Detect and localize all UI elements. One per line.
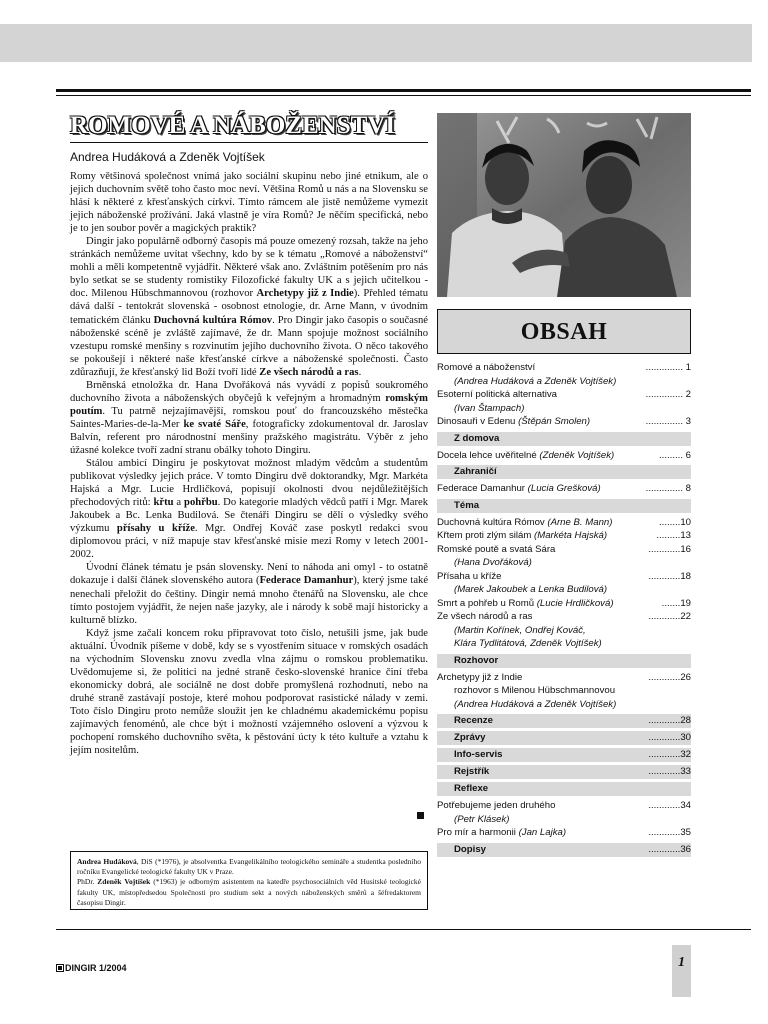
toc-entry-text (437, 482, 641, 496)
article-text: Brněnská etnoložka dr. Hana Dvořáková nás vyvádí z popisů soukromého duchovního života a náboženských obyčejů k veřejným a hromadným (70, 379, 428, 404)
toc-page-number: ......... 6 (659, 449, 691, 461)
toc-section-entry[interactable] (437, 748, 691, 762)
footer-brand-text: DINGIR 1/2004 (65, 963, 127, 973)
bio-text: (*1963) je odborným asistentem na katedře psychosociálních věd Husitské teologické fakulty UK, místopředsedou Společnosti pro studium sekt a nových náboženských směrů a šéfredaktorem časopisu Dingir. (77, 877, 422, 907)
toc-entry-text (437, 799, 641, 813)
bio-paragraph (77, 857, 421, 877)
toc-entry[interactable] (437, 529, 691, 543)
toc-page-number: .........13 (656, 530, 691, 541)
toc-section-title: Info-servis (454, 749, 503, 760)
table-of-contents (437, 361, 691, 860)
toc-entry-subline: (Petr Klásek) (454, 813, 510, 825)
toc-entry-author: (Zdeněk Vojtíšek) (539, 449, 615, 461)
bio-text: PhDr. (77, 877, 98, 887)
footer-brand (56, 963, 127, 973)
toc-section-title: Recenze (454, 715, 493, 726)
toc-entry-text (437, 449, 641, 463)
obsah-header (437, 309, 691, 354)
toc-entry-title: Dinosauři v Edenu (437, 416, 516, 427)
toc-section-entry[interactable] (437, 843, 691, 857)
toc-entry-title: Docela lehce uvěřitelné (437, 449, 537, 461)
article-bold-term: Archetypy již z Indie (256, 288, 354, 300)
toc-entry[interactable] (437, 482, 691, 496)
article-bold-term: Federace Damanhur (259, 575, 354, 587)
toc-entry[interactable] (437, 516, 691, 530)
page-number-tab (672, 945, 691, 997)
article-text: Když jsme začali koncem roku připravovat toto číslo, netušili jsme, jak bude aktuální. Úvodník píšeme v době, kdy se s vyostřením situace v romských osadách na východním Slovensku znovu zvedla vlna zájmu o romskou problematiku. Uvědomujeme si, že politici na jedné straně česko-slovenské hranice činí třeba ekonomicky dobrá, ale sociálně ne dost dobře promyšlená rozhodnutí, nebo na druhé straně zastávají postoje, které mohou podporovat rasistické nálady v zemi. Toto číslo Dingiru proto nemůže sloužit jen ke chladnému akademickému popisu zajímavých fenoménů, ale chce být i možností vzájemného oslovení a výzvou k pochopení romského duchovního světa, k pěstování úcty k této kultuře a vztahu k jejím nositelům. (70, 627, 428, 757)
toc-entry-author: (Jan Lajka) (518, 827, 567, 838)
bio-text: , DiS (*1976), je absolventka Evangelikálního teologického semináře a studentka posledního ročníku Evangelické teologické fakulty UK v Praze. (77, 857, 421, 877)
article-text: Úvodní článek tématu je psán slovensky. Není to náhoda ani omyl - to ostatně dokazuje i další článek slovenského autora ( (70, 562, 428, 587)
dingir-logo-icon (56, 964, 64, 972)
footer-rule (56, 929, 751, 930)
toc-page-number: ............22 (648, 611, 691, 622)
toc-section-title: Zprávy (454, 732, 486, 743)
toc-entry-title: Přísaha u kříže (437, 570, 502, 582)
toc-entry-title: Romské poutě a svatá Sára (437, 543, 556, 555)
toc-entry-text (437, 671, 641, 685)
article-bold-term: Duchovná kultúra Rómov (153, 314, 273, 326)
article-paragraph (70, 235, 428, 379)
toc-entry-title: Potřebujeme jeden druhého (437, 800, 556, 811)
toc-page-number: ............33 (648, 766, 691, 777)
toc-entry-author: (Arne B. Mann) (547, 516, 613, 528)
toc-entry-author: (Markéta Hajská) (534, 530, 608, 541)
toc-entry-subline: (Martin Kořínek, Ondřej Kováč, (454, 624, 586, 636)
article-paragraph (70, 170, 428, 235)
article-text: . Do kategorie mladých vědců patří i Mgr. Marek Jakoubek a Bc. Lenka Budilová. Se čtenáři Dingiru se dělí o výsledky svého výzkumu (70, 497, 429, 535)
article-paragraph (70, 561, 428, 626)
toc-entry-title: Federace Damanhur (437, 483, 525, 494)
toc-page-number: .......19 (661, 597, 691, 609)
toc-entry-title: Duchovná kultúra Rómov (437, 516, 545, 528)
toc-section-entry[interactable] (437, 714, 691, 728)
toc-entry[interactable] (437, 826, 691, 840)
toc-entry-subline: (Andrea Hudáková a Zdeněk Vojtíšek) (454, 375, 617, 387)
end-of-article-mark (417, 812, 424, 819)
toc-page-number: ............28 (648, 715, 691, 726)
article-bold-term: přísahy u kříže (116, 523, 195, 535)
toc-entry-text (437, 597, 641, 611)
author-bio-box (70, 851, 428, 910)
toc-page-number: .............. 3 (645, 416, 691, 427)
article-bold-term: Ze všech národů a ras (259, 366, 359, 378)
toc-page-number: ............32 (648, 749, 691, 760)
article-text: Dingir jako populárně odborný časopis má pouze omezený rozsah, takže na jeho stránkách nemůžeme uvítat všechny, kdo by se k tématu „Romové a náboženství“ mohli a měli kompetentně vyjádřit. Některé však ano. Zvláštním potěšením pro nás bylo setkat se se studenty romistiky Filozofické fakulty UK a s jejich učitelkou - doc. Milenou Hübschmannovou (rozhovor (70, 236, 428, 300)
article-bold-term: romským poutím (70, 392, 428, 417)
toc-entry-text (437, 826, 641, 840)
toc-entry-title: Archetypy již z Indie (437, 671, 523, 683)
toc-section-entry[interactable] (437, 765, 691, 779)
toc-page-number: ............36 (648, 843, 691, 855)
toc-page-number: ........10 (659, 516, 691, 528)
toc-section-entry[interactable] (437, 731, 691, 745)
toc-entry-text (437, 361, 641, 375)
toc-entry[interactable] (437, 415, 691, 429)
toc-entry[interactable] (437, 543, 691, 557)
toc-entry-text (437, 529, 641, 543)
bio-bold-term: Andrea Hudáková (77, 857, 137, 866)
article-text: . (358, 366, 362, 378)
cover-photo (437, 113, 691, 297)
top-banner (0, 24, 752, 62)
toc-section-heading: Z domova (437, 432, 691, 446)
toc-entry-title: Pro mír a harmonii (437, 827, 516, 838)
toc-entry-text (437, 610, 641, 624)
toc-entry[interactable] (437, 361, 691, 375)
toc-page-number: ............26 (648, 671, 691, 683)
toc-entry[interactable] (437, 799, 691, 813)
toc-entry-title: Smrt a pohřeb u Romů (437, 597, 535, 609)
article-text: a (173, 497, 185, 509)
toc-entry-title: Romové a náboženství (437, 362, 536, 373)
toc-section-title: Rejstřík (454, 766, 490, 777)
toc-section-heading: Téma (437, 499, 691, 513)
toc-entry[interactable] (437, 570, 691, 584)
toc-entry-title: Esoterní politická alternativa (437, 389, 557, 400)
bio-bold-term: Zdeněk Vojtíšek (97, 877, 151, 887)
article-text: , fotograficky zdokumentoval dr. Jaroslav Balvín, referent pro národnostní menšiny pražského magistrátu. Výběr z jeho úžasné kolekce tvoří zadní stranu obálky tohoto Dingiru. (70, 418, 428, 456)
article-bold-term: pohřbu (184, 497, 218, 509)
bio-paragraph (77, 877, 421, 908)
toc-entry-title: Křtem proti zlým silám (437, 530, 532, 541)
toc-entry-title: Ze všech národů a ras (437, 611, 533, 622)
toc-page-number: ............30 (648, 732, 691, 743)
article-text: ). Přehled tématu dává další - tentokrát slovenská - osobnost etnologie, dr. Arne Mann, v úvodním tematickém článku (70, 288, 429, 326)
article-authors: Andrea Hudáková a Zdeněk Vojtíšek (70, 150, 265, 164)
toc-entry-text (437, 415, 641, 429)
toc-page-number: ............18 (648, 570, 691, 582)
toc-entry-text (437, 570, 641, 584)
toc-entry-author: (Lucia Grešková) (527, 483, 601, 494)
toc-entry-author: (Lucie Hrdličková) (536, 597, 614, 609)
toc-entry-subline: (Andrea Hudáková a Zdeněk Vojtíšek) (454, 698, 617, 710)
article-title: ROMOVÉ A NÁBOŽENSTVÍ (70, 112, 396, 139)
header-rule (56, 89, 751, 92)
article-text: Romy většinová společnost vnímá jako sociální skupinu nebo jiné etnikum, ale o jejich duchovním světě toho často moc neví. Většina Romů u nás a na Slovensku se hlásí k některé z křesťanských církví. Tímto rámcem ale jistě nemůžeme vymezit jejich náboženské prožívání. Jaká vlastně je víra Romů? Je něčím specifická, nebo je to jen soubor pověr a magických praktik? (70, 171, 428, 235)
article-paragraph (70, 457, 428, 561)
article-text: ), který jsme také nenechali přeložit do češtiny. Dingir nemá mnoho čtenářů na Slovensku, ale chce tímto postojem vyjádřit, že nejen naše jazyky, ale i národy k sobě mají historicky a kulturně blízko. (70, 575, 429, 626)
obsah-title: OBSAH (520, 319, 608, 345)
toc-entry[interactable] (437, 597, 691, 611)
photo-two-young-men (437, 113, 691, 297)
toc-page-number: .............. 1 (645, 362, 691, 373)
article-body (70, 170, 428, 757)
header-rule-thin (56, 95, 751, 96)
article-text: . Pro Dingir jako časopis o současné náboženské scéně je zvláště zajímavé, že dr. Mann spojuje možnost sociálního vzestupu romské menšiny s rozvinutím jejího duchovního života. O něco takového se pokoušejí i některé naše křesťanské církve a náboženské společnosti. Často zdůrazňují, že křesťanský lid Boží tvoří lidé (70, 314, 428, 378)
toc-entry-author: (Štěpán Smolen) (518, 416, 591, 427)
title-underline (70, 142, 428, 143)
article-paragraph (70, 379, 428, 457)
toc-entry-text (437, 516, 641, 530)
toc-page-number: ............35 (648, 827, 691, 838)
toc-entry-text (437, 388, 641, 402)
toc-entry-text (437, 543, 641, 557)
toc-section-heading: Rozhovor (437, 654, 691, 668)
toc-entry-subline: Klára Tydlitátová, Zdeněk Vojtíšek) (454, 638, 602, 649)
toc-section-heading: Zahraničí (437, 465, 691, 479)
toc-entry-subline: (Ivan Štampach) (454, 402, 525, 414)
article-text: Stálou ambicí Dingiru je poskytovat možnost mladým vědcům a studentům publikovat výsledky jejich práce. V tomto Dingiru dvě doktorandky, Mgr. Markéta Hajská a Mgr. Lucie Hrdličková, popisují okolnosti dvou nejdůležitějších přechodových ritů: (70, 458, 428, 509)
toc-page-number: .............. 8 (645, 483, 691, 494)
toc-page-number: .............. 2 (645, 389, 691, 400)
article-bold-term: křtu (153, 497, 174, 509)
toc-section-title: Dopisy (454, 843, 486, 855)
article-text: . Mgr. Ondřej Kováč zase poskytl redakci svou diplomovou práci, v níž mapuje stav křesťanské misie mezi Romy v letech 2001-2002. (70, 523, 428, 561)
toc-page-number: ............34 (648, 800, 691, 811)
toc-entry[interactable] (437, 449, 691, 463)
toc-entry-subline: rozhovor s Milenou Hübschmannovou (454, 685, 616, 696)
toc-entry[interactable] (437, 671, 691, 685)
article-bold-term: ke svaté Sáře (183, 418, 246, 430)
page-number: 1 (678, 955, 685, 970)
toc-page-number: ............16 (648, 543, 691, 555)
toc-section-heading: Reflexe (437, 782, 691, 796)
toc-entry[interactable] (437, 388, 691, 402)
toc-entry-subline: (Marek Jakoubek a Lenka Budilová) (454, 584, 608, 595)
toc-entry-subline: (Hana Dvořáková) (454, 557, 532, 568)
article-paragraph (70, 627, 428, 757)
article-text: . Tu patrně nejzajímavější, romskou pouť do francouzského městečka Saintes-Maries-de-la-Mer (70, 405, 428, 430)
toc-entry[interactable] (437, 610, 691, 624)
